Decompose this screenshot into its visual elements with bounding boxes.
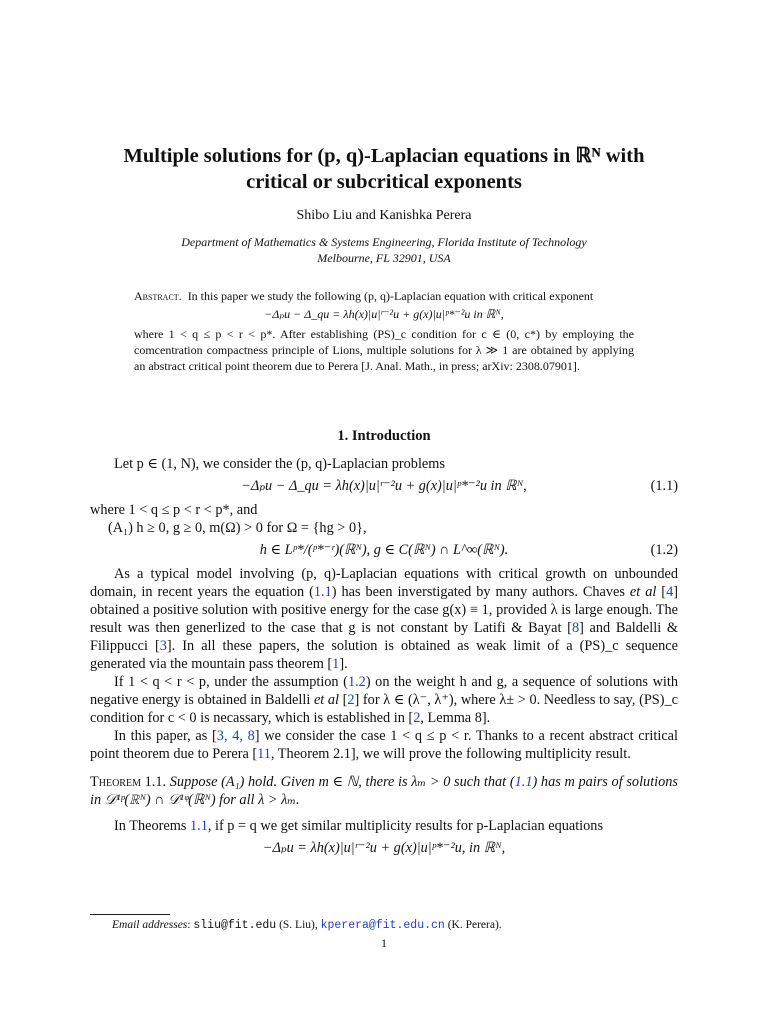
- citation-2b[interactable]: 2: [413, 710, 421, 726]
- abstract: [134, 288, 634, 374]
- citation-3-4-8[interactable]: 3, 4, 8: [216, 728, 255, 744]
- page-number: 1: [381, 936, 387, 950]
- title-line-1: Multiple solutions for (p, q)-Laplacian equations in ℝᴺ with: [123, 145, 645, 167]
- ref-eq-1-1[interactable]: 1.1: [313, 584, 332, 600]
- assumption-a1: (A₁) h ≥ 0, g ≥ 0, m(Ω) > 0 for Ω = {hg > 0},: [108, 520, 367, 536]
- paper-title: [60, 143, 708, 195]
- affiliation-line-2: Melbourne, FL 32901, USA: [317, 251, 451, 265]
- affiliation-line-1: Department of Mathematics & Systems Engineering, Florida Institute of Technology: [181, 235, 587, 249]
- equation-1-1: [90, 477, 678, 495]
- abstract-equation: −Δₚu − Δ_qu = λh(x)|u|ʳ⁻²u + g(x)|u|ᵖ*⁻²u in ℝᴺ,: [264, 307, 504, 321]
- email-perera[interactable]: kperera@fit.edu.cn: [320, 919, 445, 932]
- paragraph-2: If 1 < q < r < p, under the assumption (1.2) on the weight h and g, a sequence of solutions with negative energy is obtained in Baldelli et al [2] for λ ∈ (λ⁻, λ⁺), where λ± > 0. Needless to say, (PS)_c condition for c < 0 is necassary, which is established in [2, Lemma 8].: [90, 674, 678, 726]
- footnote-label: Email addresses: [112, 919, 188, 931]
- citation-8[interactable]: 8: [571, 620, 580, 636]
- equation-1-2-body: h ∈ Lᵖ*/(ᵖ*⁻ʳ)(ℝᴺ), g ∈ C(ℝᴺ) ∩ L^∞(ℝᴺ).: [259, 542, 509, 558]
- abstract-label: Abstract.: [134, 289, 182, 303]
- abstract-text-2: where 1 < q ≤ p < r < p*. After establishing (PS)_c condition for c ∈ (0, c*) by employing the comcentration compactness principle of Lions, multiple solutions for λ ≫ 1 are obtained by applying an abstract critical point theorem due to Perera [J. Anal. Math., in press; arXiv: 2308.07901].: [134, 327, 634, 373]
- footnote-rule: [90, 914, 170, 915]
- ref-eq-1-2[interactable]: 1.2: [347, 674, 366, 690]
- citation-11[interactable]: 11: [257, 746, 271, 762]
- where-line: where 1 < q ≤ p < r < p*, and: [90, 502, 258, 518]
- paragraph-4: In Theorems 1.1, if p = q we get similar multiplicity results for p-Laplacian equations: [114, 818, 604, 834]
- abstract-text-1: In this paper we study the following (p, q)-Laplacian equation with critical exponent: [187, 289, 594, 303]
- email-liu[interactable]: sliu@fit.edu: [193, 919, 277, 932]
- body-text: [90, 455, 678, 857]
- equation-1-2: [90, 541, 678, 559]
- theorem-label: Theorem 1.1.: [90, 774, 167, 790]
- citation-1[interactable]: 1: [332, 656, 340, 672]
- citation-4[interactable]: 4: [666, 584, 674, 600]
- ref-theorem-1-1[interactable]: 1.1: [189, 818, 208, 834]
- equation-1-2-number: (1.2): [650, 542, 678, 558]
- affiliation: [0, 234, 768, 266]
- equation-1-1-body: −Δₚu − Δ_qu = λh(x)|u|ʳ⁻²u + g(x)|u|ᵖ*⁻²u in ℝᴺ,: [241, 478, 527, 494]
- theorem-1-1: Theorem 1.1. Suppose (A₁) hold. Given m ∈ ℕ, there is λₘ > 0 such that (1.1) has m pairs of solutions in 𝒟¹ᵖ(ℝᴺ) ∩ 𝒟¹ᵠ(ℝᴺ) for all λ > λₘ.: [90, 774, 678, 808]
- equation-p-laplacian: −Δₚu = λh(x)|u|ʳ⁻²u + g(x)|u|ᵖ*⁻²u, in ℝᴺ,: [262, 840, 506, 856]
- authors: Shibo Liu and Kanishka Perera: [296, 208, 472, 223]
- title-line-2: critical or subcritical exponents: [246, 171, 522, 193]
- paragraph-1: As a typical model involving (p, q)-Laplacian equations with critical growth on unbounded domain, in recent years the equation (1.1) has been inverstigated by many authors. Chaves et al [4] obtained a positive solution with positive energy for the case g(x) ≡ 1, provided λ is large enough. The result was then generlized to the case that g is not constant by Latifi & Bayat [8] and Baldelli & Filippucci [3]. In all these papers, the solution is obtained as weak limit of a (PS)_c sequence generated via the mountain pass theorem [1].: [90, 566, 678, 672]
- citation-3[interactable]: 3: [159, 638, 167, 654]
- equation-1-1-number: (1.1): [650, 478, 678, 494]
- intro-line: Let p ∈ (1, N), we consider the (p, q)-Laplacian problems: [114, 456, 445, 472]
- theorem-ref-eq-1-1[interactable]: 1.1: [514, 774, 533, 790]
- citation-2[interactable]: 2: [347, 692, 355, 708]
- section-heading: 1. Introduction: [337, 428, 431, 444]
- paragraph-3: In this paper, as [3, 4, 8] we consider the case 1 < q ≤ p < r. Thanks to a recent abstract critical point theorem due to Perera [11, Theorem 2.1], we will prove the following multiplicity result.: [90, 728, 678, 762]
- footnote: Email addresses: sliu@fit.edu (S. Liu), kperera@fit.edu.cn (K. Perera).: [112, 919, 502, 932]
